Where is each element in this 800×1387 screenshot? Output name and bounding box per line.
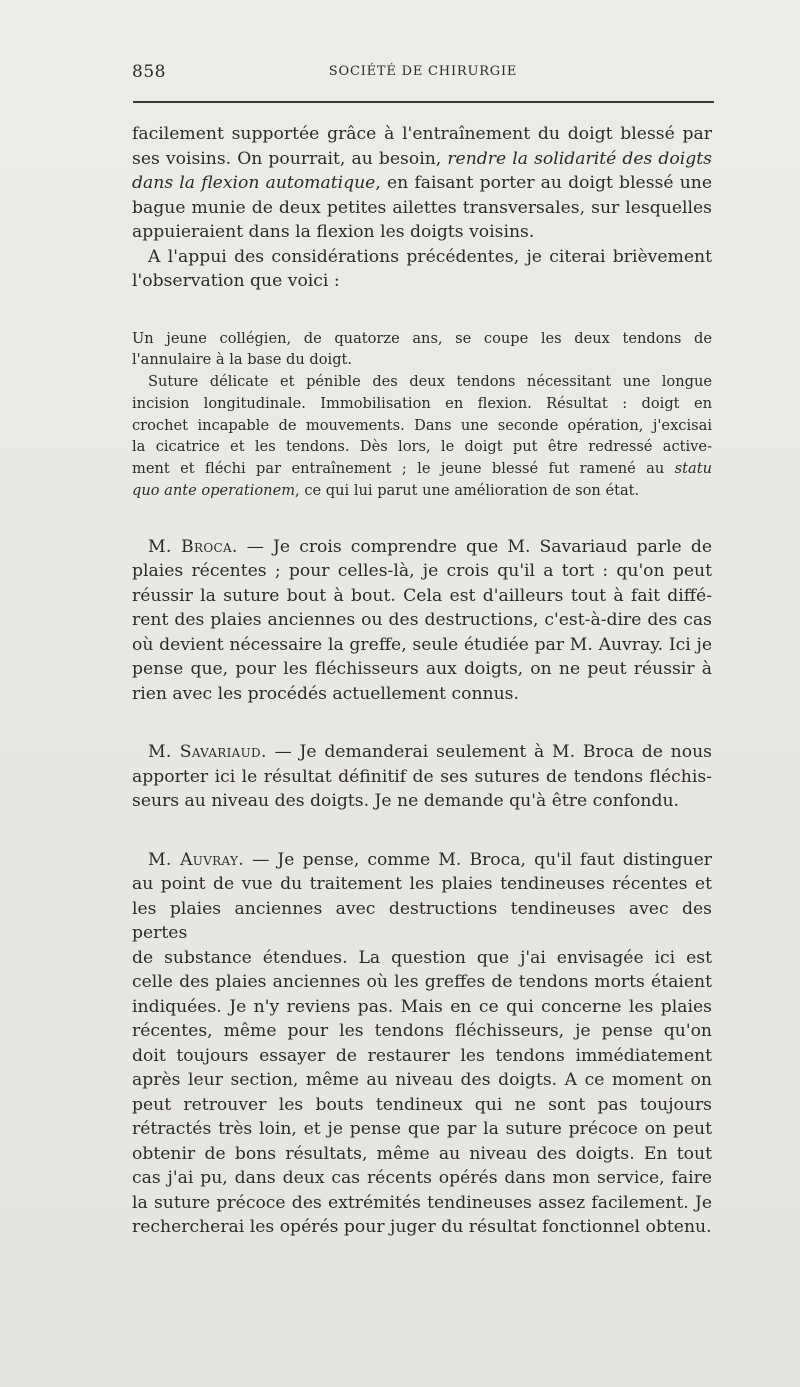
text-line: l'annulaire à la base du doigt.: [132, 351, 353, 369]
observation-block: [132, 328, 712, 502]
speaker-name: M. Auvray.: [148, 849, 244, 870]
text-run: ment et fléchi par entraînement ; le jeune blessé fut ramené au: [132, 460, 675, 478]
running-title: SOCIÉTÉ DE CHIRURGIE: [328, 64, 518, 79]
text-line: [132, 848, 712, 873]
auvray-remark: [132, 848, 712, 1240]
text-line: rent des plaies anciennes ou des destructions, c'est-à-dire des cas: [132, 610, 712, 631]
text-line: [132, 480, 712, 502]
speaker-name: M. Broca.: [148, 536, 238, 557]
text-run: , en faisant porter au doigt blessé une: [375, 173, 713, 193]
text-run: — Je pense, comme M. Broca, qu'il faut distinguer: [243, 849, 712, 870]
text-line: la cicatrice et les tendons. Dès lors, le doigt put être redressé active-: [132, 438, 712, 456]
paragraph-continuation: [132, 122, 712, 245]
text-line: [132, 740, 712, 765]
text-line: Suture délicate et pénible des deux tendons nécessitant une longue: [148, 373, 712, 391]
text-line: [132, 458, 712, 480]
paragraph-intro: [132, 245, 712, 294]
text-line: celle des plaies anciennes où les greffes de tendons morts étaient: [132, 972, 712, 993]
text-line: peut retrouver les bouts tendineux qui ne sont pas toujours: [132, 1094, 712, 1115]
text-line: rétractés très loin, et je pense que par la suture précoce on peut: [132, 1119, 712, 1140]
text-line: de substance étendues. La question que j'ai envisagée ici est: [132, 947, 712, 968]
italic-phrase: quo ante operationem: [132, 482, 296, 500]
text-line: récentes, même pour les tendons fléchisseurs, je pense qu'on: [132, 1021, 712, 1042]
speaker-name: M. Savariaud.: [148, 742, 267, 763]
text-line: Un jeune collégien, de quatorze ans, se coupe les deux tendons de: [132, 329, 712, 347]
text-line: incision longitudinale. Immobilisation en flexion. Résultat : doigt en: [132, 394, 712, 412]
text-line: facilement supportée grâce à l'entraînement du doigt blessé par: [132, 124, 712, 144]
text-line: réussir la suture bout à bout. Cela est d'ailleurs tout à fait diffé-: [132, 585, 712, 606]
text-line: A l'appui des considérations précédentes, je citerai brièvement: [148, 246, 712, 267]
italic-phrase: rendre la solidarité des doigts: [447, 148, 713, 169]
text-line: appuieraient dans la flexion les doigts voisins.: [132, 222, 535, 242]
text-line: pense que, pour les fléchisseurs aux doigts, on ne peut réussir à: [132, 659, 712, 680]
text-run: , ce qui lui parut une amélioration de son état.: [295, 482, 640, 500]
italic-phrase: statu: [674, 460, 712, 478]
text-line: doit toujours essayer de restaurer les tendons immédiatement: [132, 1045, 712, 1066]
text-line: [132, 535, 712, 560]
text-line: bague munie de deux petites ailettes transversales, sur lesquelles: [132, 197, 712, 218]
text-line: indiquées. Je n'y reviens pas. Mais en ce qui concerne les plaies: [132, 996, 712, 1017]
text-run: — Je crois comprendre que M. Savariaud parle de: [237, 536, 712, 557]
text-line: cas j'ai pu, dans deux cas récents opérés dans mon service, faire: [132, 1168, 712, 1189]
page-header: [132, 60, 714, 88]
text-line: l'observation que voici :: [132, 271, 340, 291]
body-text: [132, 122, 712, 1240]
text-run: — Je demanderai seulement à M. Broca de nous: [266, 742, 712, 763]
text-line: [132, 171, 712, 196]
text-line: après leur section, même au niveau des doigts. A ce moment on: [132, 1070, 712, 1091]
header-rule: [133, 101, 714, 103]
text-line: rechercherai les opérés pour juger du résultat fonctionnel obtenu.: [132, 1217, 712, 1238]
text-line: [132, 147, 712, 172]
text-line: crochet incapable de mouvements. Dans une seconde opération, j'excisai: [132, 416, 712, 434]
text-line: au point de vue du traitement les plaies tendineuses récentes et: [132, 874, 712, 895]
text-line: apporter ici le résultat définitif de ses sutures de tendons fléchis-: [132, 766, 712, 787]
text-line: où devient nécessaire la greffe, seule étudiée par M. Auvray. Ici je: [132, 634, 712, 655]
text-line: plaies récentes ; pour celles-là, je crois qu'il a tort : qu'on peut: [132, 561, 712, 582]
broca-remark: [132, 535, 712, 707]
savariaud-remark: [132, 740, 712, 814]
text-line: seurs au niveau des doigts. Je ne demande qu'à être confondu.: [132, 791, 679, 812]
text-line: rien avec les procédés actuellement connus.: [132, 683, 519, 704]
page-number: 858: [132, 62, 166, 82]
text-run: ses voisins. On pourrait, au besoin,: [132, 148, 448, 169]
text-line: les plaies anciennes avec destructions tendineuses avec des pertes: [132, 898, 712, 944]
text-line: la suture précoce des extrémités tendineuses assez facilement. Je: [132, 1192, 712, 1213]
italic-phrase: dans la flexion automatique: [132, 173, 376, 193]
text-line: obtenir de bons résultats, même au niveau des doigts. En tout: [132, 1143, 712, 1164]
